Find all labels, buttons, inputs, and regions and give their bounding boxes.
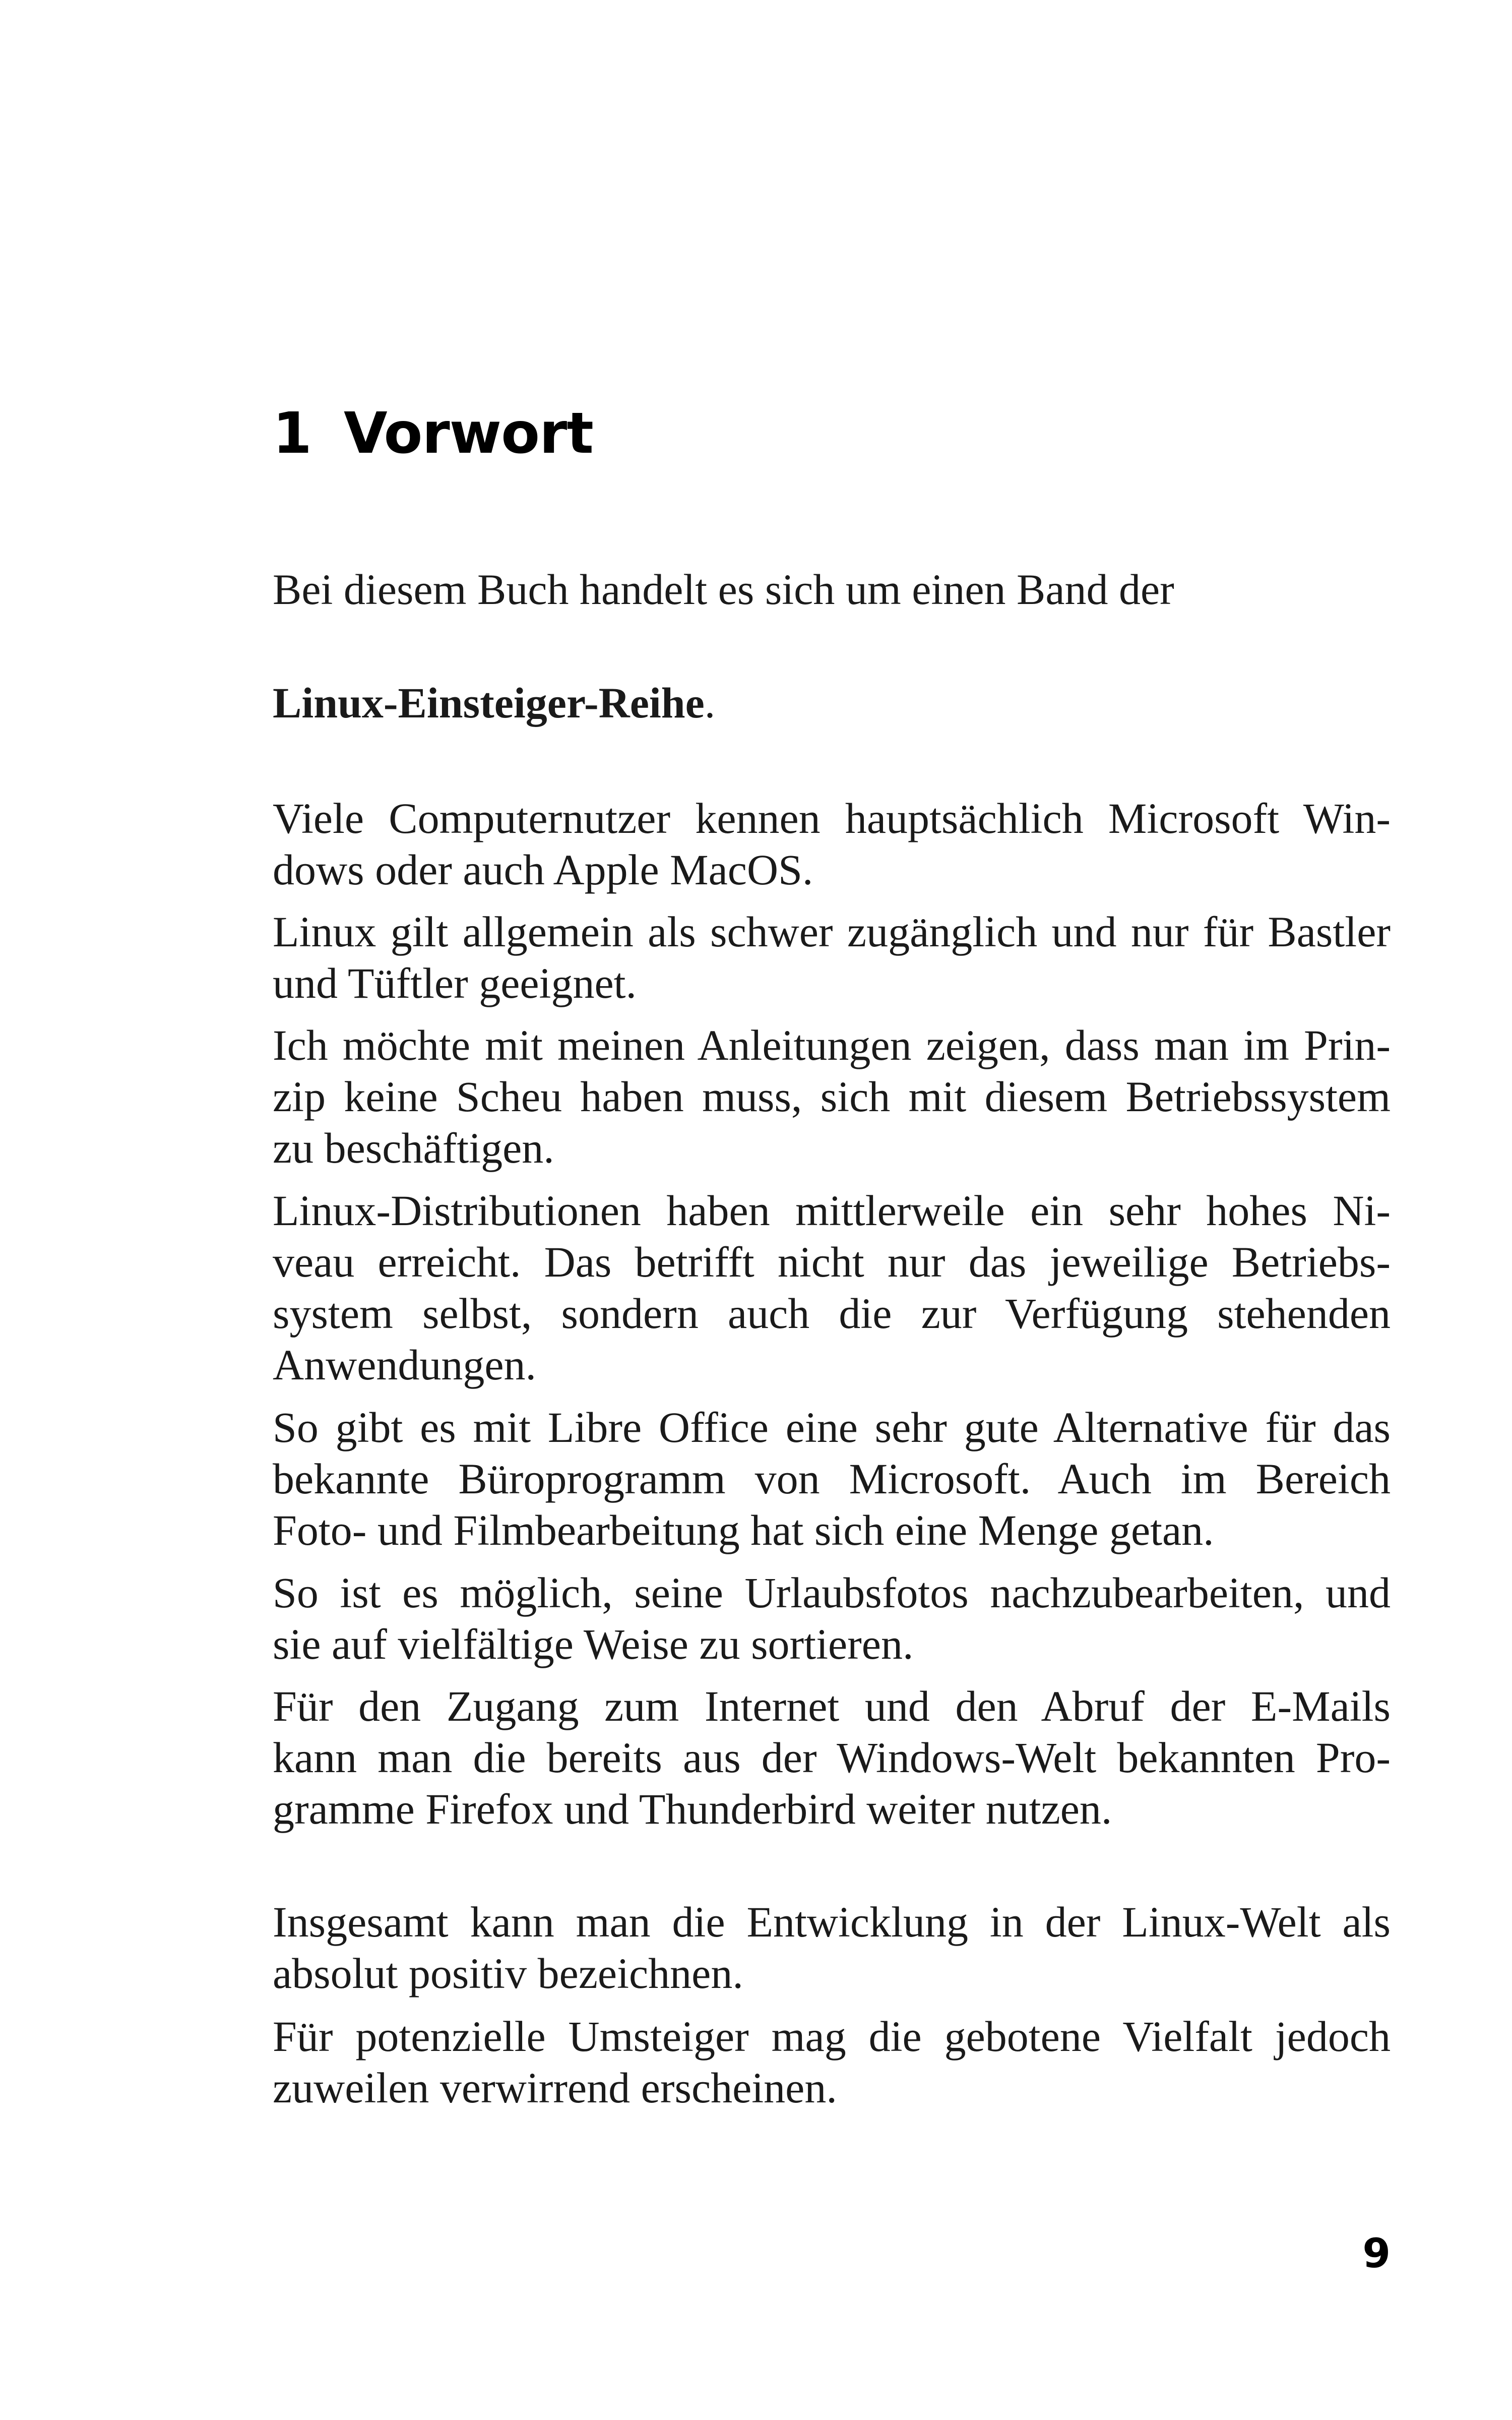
paragraph [273,1185,1391,1390]
paragraph-line: zip keine Scheu haben muss, sich mit diesem Betriebssystem [273,1072,1391,1121]
paragraph-line: gramme Firefox und Thunderbird weiter nutzen. [273,1785,1112,1833]
page-number: 9 [1362,2230,1391,2277]
paragraph-line: Insgesamt kann man die Entwicklung in der Linux-Welt als [273,1898,1391,1946]
paragraph-line: bekannte Büroprogramm von Microsoft. Auch im Bereich [273,1455,1391,1503]
paragraph [273,1567,1391,1670]
paragraph-line: Viele Computernutzer kennen hauptsächlich Microsoft Win- [273,794,1391,842]
paragraph-line: dows oder auch Apple MacOS. [273,845,813,894]
paragraph-line: kann man die bereits aus der Windows-Welt bekannten Pro- [273,1733,1391,1782]
paragraph [273,1896,1391,1999]
chapter-heading [273,398,593,469]
chapter-title: Vorwort [343,401,593,466]
paragraph-line: veau erreicht. Das betrifft nicht nur das jeweilige Betriebs- [273,1238,1391,1286]
paragraph-line: system selbst, sondern auch die zur Verfügung stehenden [273,1289,1391,1338]
paragraph-line: zu beschäftigen. [273,1124,554,1172]
paragraph-line: So ist es möglich, seine Urlaubsfotos nachzubearbeiten, und [273,1568,1391,1617]
paragraph [273,1680,1391,1835]
paragraph [273,2011,1391,2113]
paragraph-line: Anwendungen. [273,1341,537,1389]
chapter-number: 1 [273,401,311,466]
paragraph-line: Linux gilt allgemein als schwer zugänglich und nur für Bastler [273,908,1391,956]
series-line-text [273,677,1391,729]
paragraph-line: Ich möchte mit meinen Anleitungen zeigen, dass man im Prin- [273,1021,1391,1069]
intro-lead-line: Bei diesem Buch handelt es sich um einen Band der [273,565,1174,614]
paragraph-line: Für den Zugang zum Internet und den Abruf der E-Mails [273,1682,1391,1730]
paragraph-line: Linux-Distributionen haben mittlerweile ein sehr hohes Ni- [273,1186,1391,1235]
paragraph-line: So gibt es mit Libre Office eine sehr gute Alternative für das [273,1403,1391,1451]
series-name: Linux-Einsteiger-Reihe [273,679,705,727]
intro-lead [273,564,1391,615]
paragraph [273,1402,1391,1556]
paragraph [273,906,1391,1009]
paragraph-line: sie auf vielfältige Weise zu sortieren. [273,1620,914,1668]
paragraph-line: und Tüftler geeignet. [273,959,637,1007]
series-line [273,677,1391,729]
paragraph-line: Für potenzielle Umsteiger mag die gebotene Vielfalt jedoch [273,2012,1391,2061]
series-suffix: . [704,679,716,727]
paragraph-line: Foto- und Filmbearbeitung hat sich eine Menge getan. [273,1506,1214,1554]
paragraph [273,793,1391,895]
paragraph-line: zuweilen verwirrend erscheinen. [273,2064,837,2112]
paragraph-line: absolut positiv bezeichnen. [273,1949,743,1998]
paragraph [273,1019,1391,1174]
